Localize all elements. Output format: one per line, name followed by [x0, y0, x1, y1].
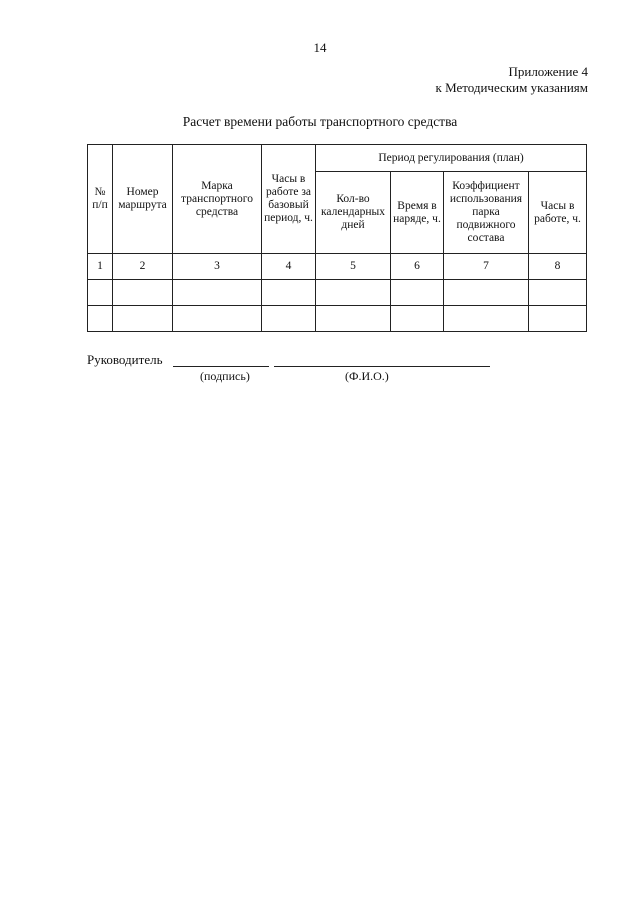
- appendix-note: [436, 64, 589, 96]
- column-number: 1: [88, 254, 113, 280]
- column-number: 7: [444, 254, 529, 280]
- table-cell: [391, 306, 444, 332]
- header-fleet-coefficient: Коэффициент использования парка подвижного состава: [444, 172, 529, 254]
- table-row: [88, 280, 587, 306]
- table-cell: [173, 306, 262, 332]
- header-calendar-days: Кол-во календарных дней: [316, 172, 391, 254]
- header-work-hours: Часы в работе, ч.: [529, 172, 587, 254]
- table-cell: [391, 280, 444, 306]
- column-number: 2: [113, 254, 173, 280]
- column-number: 8: [529, 254, 587, 280]
- header-num: № п/п: [88, 145, 113, 254]
- table-cell: [316, 306, 391, 332]
- table-cell: [444, 280, 529, 306]
- column-number-row: [88, 254, 587, 280]
- table-cell: [88, 306, 113, 332]
- document-title: Расчет времени работы транспортного средства: [182, 114, 458, 129]
- work-time-table: [87, 144, 587, 332]
- appendix-line-2: к Методическим указаниям: [435, 80, 588, 95]
- table-cell: [88, 280, 113, 306]
- table-cell: [113, 306, 173, 332]
- header-duty-time: Время в наряде, ч.: [391, 172, 444, 254]
- signature-label: Руководитель: [87, 352, 163, 367]
- table-cell: [529, 280, 587, 306]
- table-row: [88, 306, 587, 332]
- signature-caption: (подпись): [200, 369, 250, 383]
- table-cell: [529, 306, 587, 332]
- signature-line: [173, 366, 269, 367]
- full-name-line: [274, 366, 490, 367]
- column-number: 4: [262, 254, 316, 280]
- header-period-group: Период регулирования (план): [316, 145, 587, 172]
- page-number: 14: [313, 40, 327, 55]
- header-brand: Марка транспортного средства: [173, 145, 262, 254]
- column-number: 5: [316, 254, 391, 280]
- table-cell: [316, 280, 391, 306]
- header-route: Номер маршрута: [113, 145, 173, 254]
- table-cell: [113, 280, 173, 306]
- header-base-hours: Часы в работе за базовый период, ч.: [262, 145, 316, 254]
- column-number: 6: [391, 254, 444, 280]
- table-cell: [262, 280, 316, 306]
- table-cell: [262, 306, 316, 332]
- table-cell: [173, 280, 262, 306]
- full-name-caption: (Ф.И.О.): [345, 369, 389, 383]
- appendix-line-1: Приложение 4: [508, 64, 588, 79]
- column-number: 3: [173, 254, 262, 280]
- table-cell: [444, 306, 529, 332]
